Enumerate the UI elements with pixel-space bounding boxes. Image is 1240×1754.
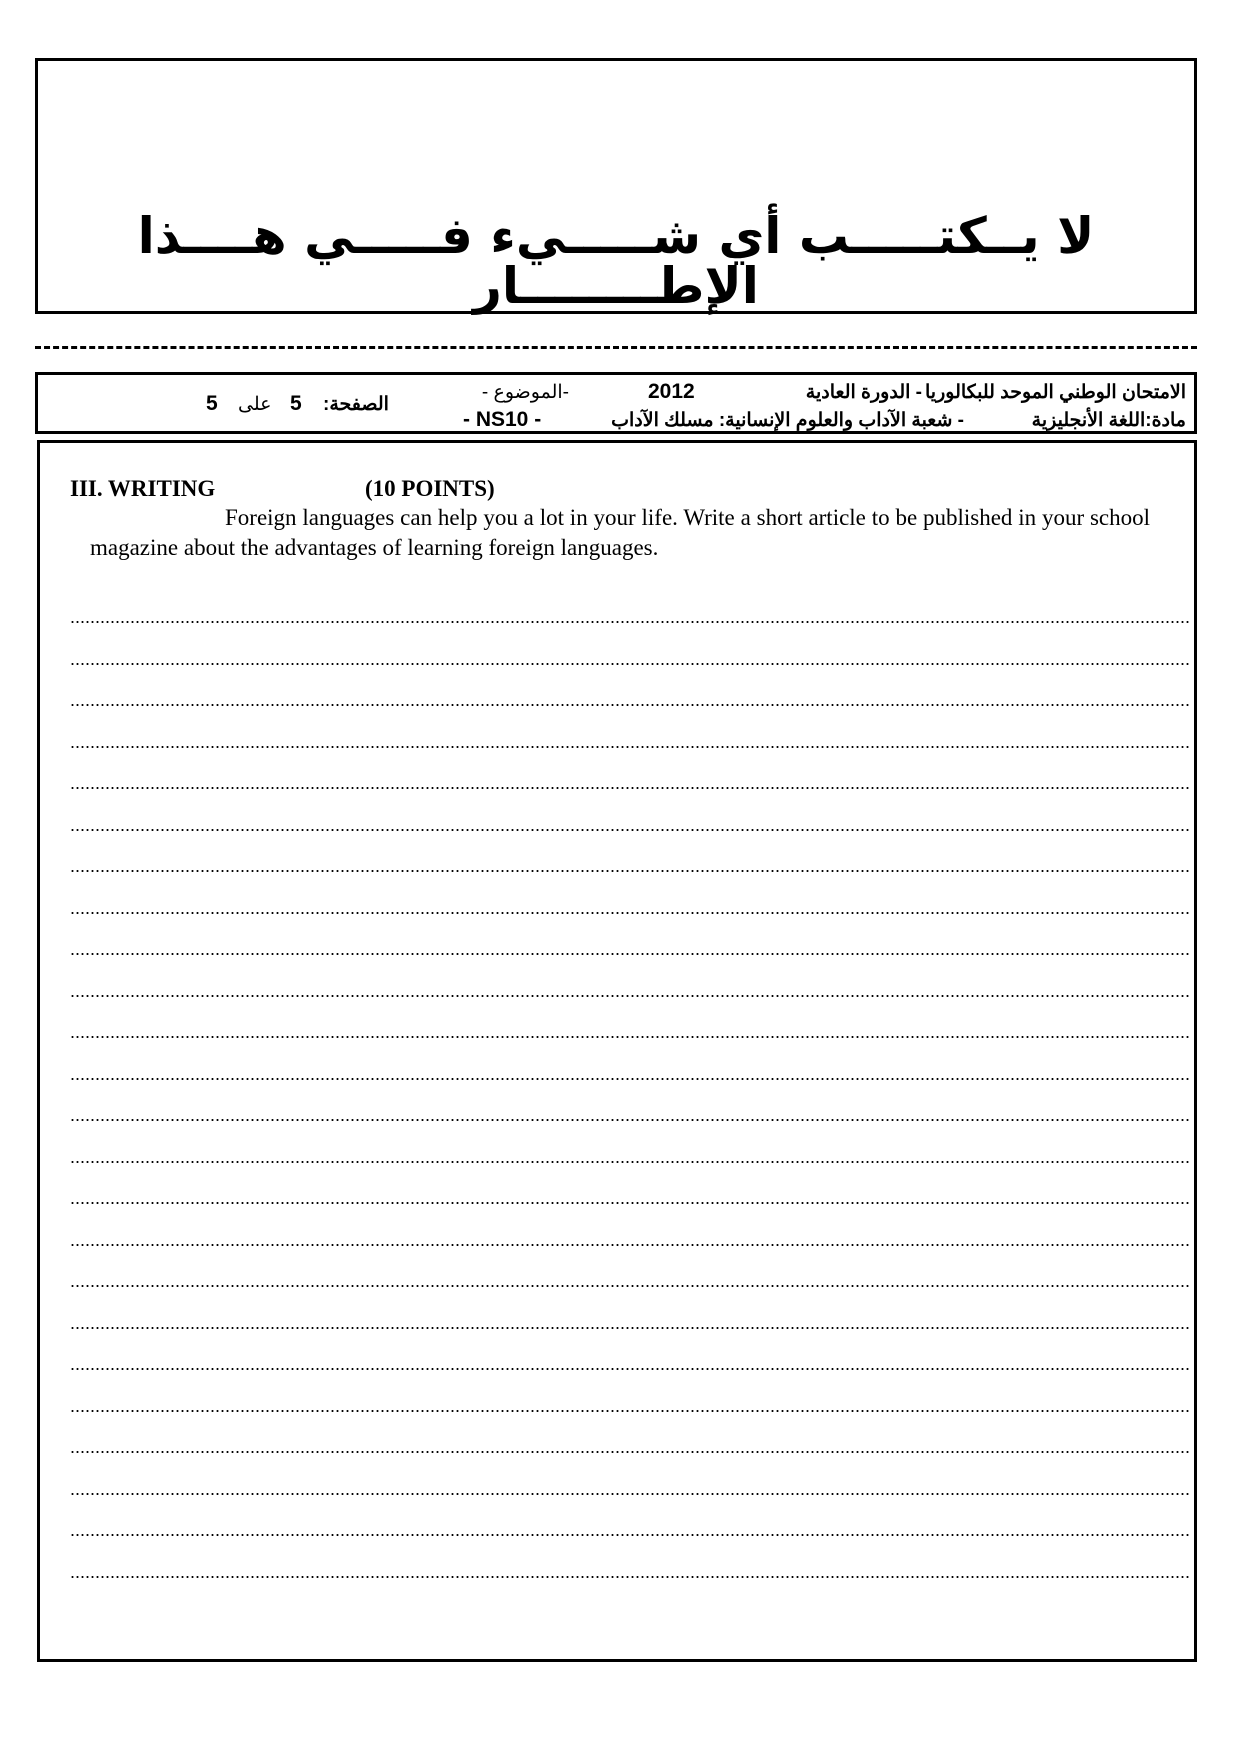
exam-code: - NS10 - (463, 408, 542, 431)
answer-line[interactable] (70, 1550, 1190, 1592)
no-writing-notice: لا يــكتـــــب أي شـــــيء فـــــي هــــذا الإطــــــــار (137, 207, 1095, 315)
answer-line[interactable] (70, 1508, 1190, 1550)
writing-prompt: Foreign languages can help you a lot in your life. Write a short article to be published in your school magazine about the advantages of learning foreign languages. (90, 505, 1150, 560)
page-total: 5 (206, 392, 218, 415)
answer-line[interactable] (70, 803, 1190, 845)
answer-line[interactable] (70, 1342, 1190, 1384)
subject-line: مادة:اللغة الأنجليزية (1031, 410, 1186, 431)
answer-line[interactable] (70, 1176, 1190, 1218)
page-of: على (238, 394, 272, 415)
answer-line[interactable] (70, 969, 1190, 1011)
exam-title: الامتحان الوطني الموحد للبكالوريا (925, 382, 1186, 403)
section-heading: III. WRITING (70, 476, 216, 501)
cut-line (35, 346, 1197, 349)
answer-line[interactable] (70, 1301, 1190, 1343)
answer-line[interactable] (70, 1135, 1190, 1177)
answer-line[interactable] (70, 844, 1190, 886)
answer-line[interactable] (70, 1467, 1190, 1509)
branch-line: - شعبة الآداب والعلوم الإنسانية: مسلك الآداب (611, 410, 964, 431)
answer-line[interactable] (70, 1425, 1190, 1467)
answer-line[interactable] (70, 761, 1190, 803)
answer-line[interactable] (70, 1218, 1190, 1260)
answer-line[interactable] (70, 1010, 1190, 1052)
section-points: (10 POINTS) (365, 476, 495, 501)
answer-area[interactable] (70, 595, 1190, 1591)
page-current: 5 (290, 392, 302, 415)
answer-line[interactable] (70, 1052, 1190, 1094)
answer-line[interactable] (70, 886, 1190, 928)
answer-line[interactable] (70, 1093, 1190, 1135)
answer-line[interactable] (70, 678, 1190, 720)
writing-section (37, 440, 1197, 1662)
answer-line[interactable] (70, 1259, 1190, 1301)
answer-line[interactable] (70, 720, 1190, 762)
exam-year: 2012 (648, 380, 695, 403)
answer-line[interactable] (70, 637, 1190, 679)
page-label: الصفحة: (323, 394, 389, 415)
answer-line[interactable] (70, 1384, 1190, 1426)
no-writing-frame (35, 58, 1197, 314)
exam-header (35, 372, 1197, 434)
exam-session: - الدورة العادية (805, 382, 922, 403)
answer-line[interactable] (70, 595, 1190, 637)
subject-label: -الموضوع - (481, 382, 569, 403)
answer-line[interactable] (70, 927, 1190, 969)
